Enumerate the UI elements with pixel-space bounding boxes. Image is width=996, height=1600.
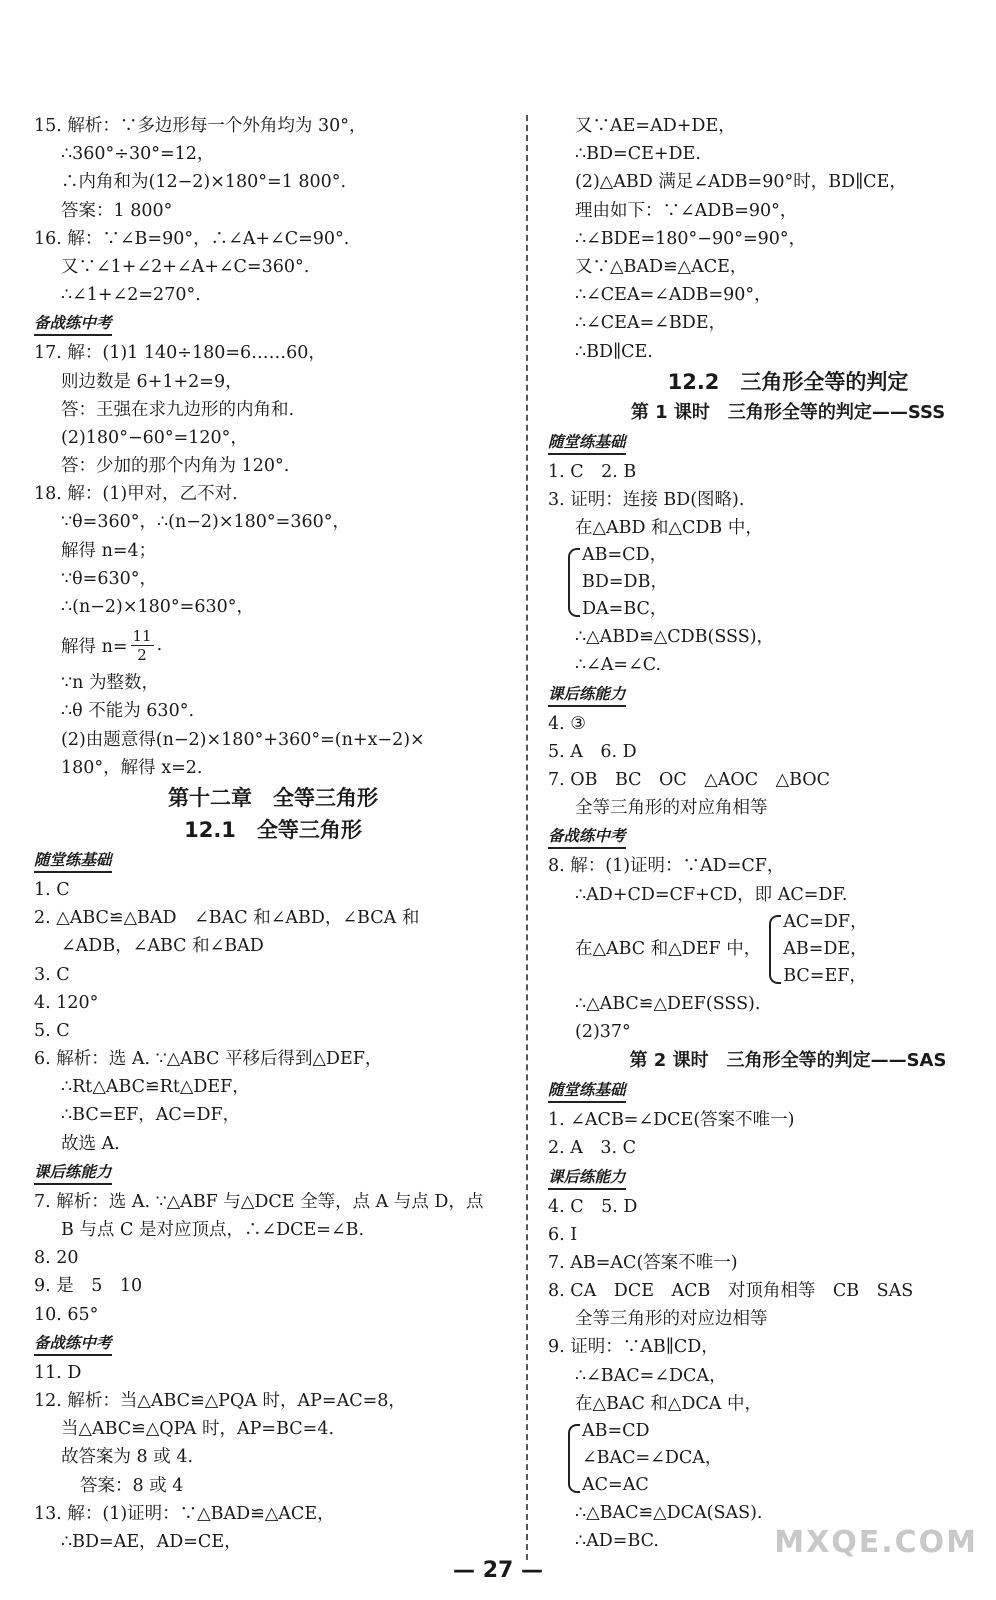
chapter-title: 第十二章 全等三角形 bbox=[168, 785, 378, 810]
text-line: ∴θ 不能为 630°. bbox=[61, 701, 195, 722]
text-line: ∴∠1+∠2=270°. bbox=[61, 285, 201, 306]
brace-item: AC=DF， bbox=[783, 911, 868, 932]
text-line: ∴△BAC≌△DCA(SAS). bbox=[575, 1503, 763, 1523]
text-line: 6. 解析：选 A. ∵△ABC 平移后得到△DEF， bbox=[34, 1049, 383, 1070]
text-line: ∴∠CEA=∠ADB=90°， bbox=[575, 285, 772, 306]
text-line: ∴(n−2)×180°=630°， bbox=[61, 597, 254, 617]
text-line: 13. 解：(1)证明：∵△BAD≌△ACE， bbox=[34, 1503, 335, 1524]
text-line: 又∵AE=AD+DE， bbox=[575, 116, 736, 136]
lesson-title: 第 1 课时 三角形全等的判定——SSS bbox=[630, 401, 946, 423]
text-line: 4. ③ bbox=[548, 713, 586, 734]
text-line: 7. OB BC OC △AOC △BOC bbox=[548, 770, 830, 790]
brace-group bbox=[560, 542, 988, 623]
text-line: 故选 A. bbox=[61, 1133, 120, 1154]
text-line: ∴Rt△ABC≌Rt△DEF， bbox=[61, 1077, 250, 1098]
section-heading: 随堂练基础 bbox=[548, 1079, 626, 1103]
text-line: 全等三角形的对应角相等 bbox=[575, 798, 768, 819]
text-line: ∴AD+CD=CF+CD，即 AC=DF. bbox=[575, 884, 848, 905]
text-line: (2)△ABD 满足∠ADB=90°时，BD∥CE， bbox=[575, 172, 907, 193]
text-line: 1. C 2. B bbox=[548, 461, 637, 482]
text-line: 答案：1 800° bbox=[61, 200, 173, 221]
text-line: 又∵△BAD≌△ACE， bbox=[575, 256, 748, 277]
text-line: 1. C bbox=[34, 879, 70, 900]
section-heading: 备战练中考 bbox=[34, 312, 112, 336]
text-line: 8. CA DCE ACB 对顶角相等 CB SAS bbox=[548, 1281, 914, 1302]
text-line: . bbox=[156, 635, 163, 656]
text-line: (2)由题意得(n−2)×180°+360°=(n+x−2)× bbox=[61, 729, 425, 750]
text-line: 8. 解：(1)证明：∵AD=CF， bbox=[548, 856, 785, 877]
brace-item: ∠BAC=∠DCA， bbox=[582, 1448, 723, 1468]
brace-group bbox=[761, 909, 867, 990]
text-line: 3. C bbox=[34, 964, 70, 985]
text-line: 故答案为 8 或 4. bbox=[61, 1447, 194, 1468]
section-heading: 课后练能力 bbox=[548, 683, 626, 707]
text-line: ∴∠CEA=∠BDE， bbox=[575, 313, 727, 334]
text-line: 9. 是 5 10 bbox=[34, 1276, 143, 1297]
text-line: 12. 解析：当△ABC≌△PQA 时，AP=AC=8， bbox=[34, 1390, 406, 1411]
brace-group bbox=[560, 1418, 988, 1499]
text-line: ∴∠BAC=∠DCA， bbox=[575, 1365, 727, 1386]
brace-item: AB=DE， bbox=[783, 938, 868, 959]
text-line: 全等三角形的对应边相等 bbox=[575, 1309, 768, 1330]
section-heading: 随堂练基础 bbox=[548, 431, 626, 455]
column-divider bbox=[526, 115, 528, 1560]
right-column bbox=[548, 112, 988, 1555]
text-line: 则边数是 6+1+2=9， bbox=[61, 371, 243, 392]
text-line: 16. 解：∵∠B=90°，∴∠A+∠C=90°. bbox=[34, 228, 350, 249]
text-line: 答案：8 或 4 bbox=[80, 1475, 184, 1496]
brace-item: AC=AC bbox=[582, 1475, 649, 1495]
fraction-line bbox=[34, 621, 512, 669]
text-line: 答：王强在求九边形的内角和. bbox=[61, 399, 295, 420]
fraction bbox=[131, 627, 154, 664]
text-line: 17. 解：(1)1 140÷180=6……60， bbox=[34, 343, 326, 364]
text-line: 18. 解：(1)甲对，乙不对. bbox=[34, 484, 238, 505]
brace-item: DA=BC， bbox=[582, 599, 668, 620]
section-title: 12.2 三角形全等的判定 bbox=[667, 369, 909, 394]
fraction-denominator: 2 bbox=[137, 645, 147, 664]
text-line: 5. A 6. D bbox=[548, 741, 637, 762]
text-line: 7. 解析：选 A. ∵△ABF 与△DCE 全等，点 A 与点 D，点 bbox=[34, 1191, 484, 1212]
text-line: ∴BD=AE，AD=CE， bbox=[61, 1531, 242, 1552]
brace-item: AB=CD bbox=[582, 1421, 650, 1441]
text-line: ∴360°÷30°=12， bbox=[61, 144, 215, 165]
text-line: 解得 n= bbox=[61, 636, 128, 657]
text-line: 解得 n=4； bbox=[61, 540, 157, 561]
lesson-title: 第 2 课时 三角形全等的判定——SAS bbox=[629, 1050, 947, 1072]
text-line: ∴∠BDE=180°−90°=90°， bbox=[575, 228, 807, 249]
text-line: 15. 解析：∵多边形每一个外角均为 30°， bbox=[34, 116, 367, 136]
section-heading: 备战练中考 bbox=[34, 1332, 112, 1356]
text-line: ∴∠A=∠C. bbox=[575, 655, 662, 676]
text-line: ∴内角和为(12−2)×180°=1 800°. bbox=[61, 172, 347, 193]
text-line: 3. 证明：连接 BD(图略). bbox=[548, 489, 745, 510]
text-line: 7. AB=AC(答案不唯一) bbox=[548, 1252, 738, 1273]
text-line: 在△ABC 和△DEF 中， bbox=[575, 939, 762, 960]
text-line: 9. 证明：∵AB∥CD， bbox=[548, 1337, 719, 1358]
brace-item: BC=EF， bbox=[783, 965, 867, 986]
text-line: 在△ABD 和△CDB 中， bbox=[575, 518, 763, 539]
text-line: 1. ∠ACB=∠DCE(答案不唯一) bbox=[548, 1110, 795, 1131]
text-line: ∴△ABC≌△DEF(SSS). bbox=[575, 993, 761, 1014]
brace-row bbox=[548, 909, 988, 990]
text-line: ∵θ=360°，∴(n−2)×180°=360°， bbox=[61, 512, 350, 533]
page-number: — 27 — bbox=[453, 1558, 543, 1583]
text-line: 2. A 3. C bbox=[548, 1138, 637, 1159]
text-line: ∴BD∥CE. bbox=[575, 341, 653, 362]
text-line: 4. C 5. D bbox=[548, 1196, 638, 1217]
text-line: 8. 20 bbox=[34, 1248, 79, 1269]
text-line: 10. 65° bbox=[34, 1304, 99, 1325]
section-title: 12.1 全等三角形 bbox=[184, 817, 362, 842]
text-line: 4. 120° bbox=[34, 992, 99, 1013]
text-line: 6. Ⅰ bbox=[548, 1224, 578, 1245]
fraction-numerator: 11 bbox=[132, 626, 152, 645]
watermark: MXQE.COM bbox=[774, 1525, 978, 1560]
text-line: 在△BAC 和△DCA 中， bbox=[575, 1393, 762, 1414]
text-line: (2)180°−60°=120°， bbox=[61, 427, 248, 448]
text-line: 11. D bbox=[34, 1362, 82, 1383]
section-heading: 课后练能力 bbox=[34, 1161, 112, 1185]
text-line: B 与点 C 是对应顶点，∴∠DCE=∠B. bbox=[61, 1220, 365, 1240]
text-line: 5. C bbox=[34, 1020, 70, 1041]
section-heading: 课后练能力 bbox=[548, 1166, 626, 1190]
section-heading: 随堂练基础 bbox=[34, 849, 112, 873]
text-line: 答：少加的那个内角为 120°. bbox=[61, 456, 290, 477]
left-column bbox=[34, 112, 512, 1556]
text-line: ∴△ABD≌△CDB(SSS)， bbox=[575, 627, 775, 648]
text-line: 当△ABC≌△QPA 时，AP=BC=4. bbox=[61, 1419, 335, 1440]
text-line: ∵θ=630°， bbox=[61, 568, 157, 589]
text-line: ∴AD=BC. bbox=[575, 1531, 659, 1552]
text-line: 又∵∠1+∠2+∠A+∠C=360°. bbox=[61, 256, 310, 277]
text-line: ∴BC=EF，AC=DF， bbox=[61, 1105, 241, 1126]
text-line: ∵n 为整数， bbox=[61, 673, 159, 694]
brace-item: BD=DB， bbox=[582, 572, 668, 593]
text-line: 180°，解得 x=2. bbox=[61, 757, 203, 778]
brace-item: AB=CD， bbox=[582, 545, 668, 566]
text-line: 2. △ABC≌△BAD ∠BAC 和∠ABD，∠BCA 和 bbox=[34, 908, 420, 929]
text-line: ∠ADB，∠ABC 和∠BAD bbox=[61, 936, 264, 957]
text-line: (2)37° bbox=[575, 1021, 631, 1042]
text-line: 理由如下：∵∠ADB=90°， bbox=[575, 200, 798, 221]
section-heading: 备战练中考 bbox=[548, 825, 626, 849]
text-line: ∴BD=CE+DE. bbox=[575, 144, 701, 165]
